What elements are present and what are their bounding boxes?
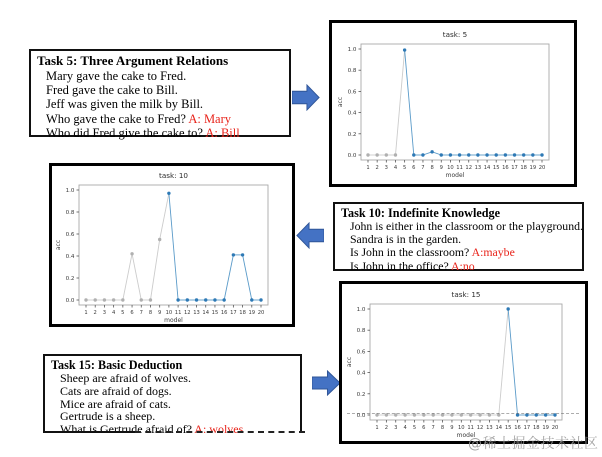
- svg-text:18: 18: [239, 310, 246, 316]
- svg-text:4: 4: [393, 165, 398, 171]
- svg-text:0.4: 0.4: [65, 254, 75, 260]
- task5-lines: [37, 69, 285, 140]
- svg-text:0.6: 0.6: [65, 232, 75, 238]
- task-sentence: John is either in the classroom or the playground.: [350, 219, 583, 233]
- svg-text:1: 1: [375, 425, 379, 431]
- svg-text:5: 5: [402, 165, 407, 171]
- svg-text:5: 5: [412, 425, 417, 431]
- svg-text:10: 10: [447, 165, 454, 171]
- task10-chart-panel: [49, 163, 295, 327]
- svg-text:12: 12: [465, 165, 473, 171]
- task-sentence: Is John in the classroom? A:maybe: [350, 245, 515, 260]
- svg-text:0.4: 0.4: [347, 110, 357, 117]
- svg-text:2: 2: [375, 165, 379, 171]
- svg-text:19: 19: [248, 310, 256, 316]
- svg-text:8: 8: [148, 310, 153, 316]
- svg-text:3: 3: [102, 310, 107, 316]
- svg-text:18: 18: [520, 165, 527, 171]
- task-sentence: What is Gertrude afraid of? A: wolves: [60, 422, 244, 437]
- task15-chart-panel: [339, 281, 588, 444]
- svg-text:17: 17: [523, 425, 531, 431]
- svg-text:19: 19: [542, 425, 549, 431]
- svg-text:model: model: [164, 317, 183, 324]
- svg-text:6: 6: [130, 310, 134, 316]
- svg-text:6: 6: [422, 425, 426, 431]
- task10-title: Task 10: Indefinite Knowledge: [341, 206, 501, 220]
- svg-text:task: 10: task: 10: [159, 171, 188, 180]
- svg-text:1.0: 1.0: [347, 47, 357, 53]
- svg-text:acc: acc: [55, 239, 62, 251]
- svg-text:15: 15: [211, 310, 219, 316]
- svg-text:0.0: 0.0: [347, 153, 357, 159]
- svg-text:9: 9: [158, 310, 162, 316]
- task10-text-box: [333, 202, 584, 271]
- svg-text:0.0: 0.0: [65, 298, 75, 304]
- task15-box-bottom-border: [43, 431, 135, 433]
- svg-text:16: 16: [502, 165, 509, 171]
- svg-text:2: 2: [93, 310, 97, 316]
- svg-text:0.2: 0.2: [347, 131, 357, 138]
- dashed-selection-line: [135, 431, 305, 433]
- task-sentence: Fred gave the cake to Bill.: [46, 83, 178, 98]
- svg-text:20: 20: [257, 310, 265, 316]
- arrow-left-icon: [296, 222, 324, 249]
- svg-text:12: 12: [184, 310, 191, 316]
- svg-text:9: 9: [439, 165, 443, 171]
- svg-text:1: 1: [366, 165, 370, 171]
- svg-text:0.0: 0.0: [356, 413, 366, 419]
- svg-text:0.2: 0.2: [356, 391, 366, 398]
- task-sentence: Cats are afraid of dogs.: [60, 383, 172, 398]
- svg-text:acc: acc: [337, 96, 344, 108]
- dashed-artifact-line: [347, 413, 579, 414]
- task-sentence: Is John in the office? A:no: [350, 258, 475, 273]
- svg-text:5: 5: [121, 310, 125, 316]
- task5-chart-panel: [329, 20, 577, 187]
- svg-text:12: 12: [476, 425, 484, 431]
- task15-accuracy-chart: [342, 284, 585, 441]
- task15-lines: [51, 372, 296, 436]
- svg-text:7: 7: [421, 165, 425, 171]
- svg-text:0.8: 0.8: [347, 68, 357, 75]
- svg-text:17: 17: [230, 310, 237, 316]
- watermark-text: @稀土掘金技术社区: [468, 436, 599, 452]
- svg-text:13: 13: [193, 310, 200, 316]
- svg-text:task: 15: task: 15: [451, 290, 481, 299]
- task-sentence: Mary gave the cake to Fred.: [46, 69, 187, 83]
- svg-text:4: 4: [111, 310, 116, 316]
- svg-text:10: 10: [165, 310, 173, 316]
- svg-text:task: 5: task: 5: [442, 30, 468, 39]
- svg-text:0.6: 0.6: [347, 89, 357, 96]
- answer-text: A: wolves: [194, 422, 244, 437]
- svg-text:model: model: [456, 432, 476, 439]
- svg-text:7: 7: [139, 310, 143, 316]
- task-sentence: Who did Fred give the cake to? A: Bill: [46, 125, 240, 140]
- task10-accuracy-chart: [52, 166, 292, 324]
- task-sentence: Sandra is in the garden.: [350, 232, 462, 247]
- svg-text:14: 14: [483, 165, 491, 171]
- answer-text: A:no: [451, 258, 475, 273]
- answer-text: A: Bill: [205, 125, 240, 140]
- task5-title: Task 5: Three Argument Relations: [37, 53, 229, 68]
- svg-text:1.0: 1.0: [356, 307, 366, 313]
- svg-text:2: 2: [384, 425, 389, 431]
- answer-text: A:maybe: [471, 245, 515, 260]
- svg-text:4: 4: [403, 425, 407, 431]
- svg-text:3: 3: [394, 425, 398, 431]
- task15-text-box: [43, 354, 302, 437]
- svg-text:0.8: 0.8: [65, 210, 75, 216]
- task-sentence: Who gave the cake to Fred? A: Mary: [46, 111, 232, 126]
- task5-accuracy-chart: [332, 23, 574, 184]
- svg-text:17: 17: [511, 165, 518, 171]
- svg-text:16: 16: [514, 425, 521, 431]
- svg-text:15: 15: [504, 425, 512, 431]
- svg-text:1: 1: [84, 310, 88, 316]
- svg-text:18: 18: [532, 425, 540, 431]
- svg-text:11: 11: [174, 310, 182, 316]
- svg-text:19: 19: [529, 165, 537, 171]
- svg-text:15: 15: [492, 165, 500, 171]
- svg-text:9: 9: [450, 425, 454, 431]
- svg-text:1.0: 1.0: [65, 188, 75, 194]
- svg-text:0.6: 0.6: [356, 349, 366, 356]
- svg-text:10: 10: [458, 425, 465, 431]
- svg-text:8: 8: [440, 425, 445, 431]
- svg-text:20: 20: [551, 425, 559, 431]
- task15-title: Task 15: Basic Deduction: [51, 358, 183, 372]
- svg-text:7: 7: [431, 425, 435, 431]
- svg-text:0.4: 0.4: [356, 370, 366, 377]
- svg-text:0.2: 0.2: [65, 276, 75, 282]
- task5-text-box: [29, 49, 291, 140]
- svg-text:11: 11: [456, 165, 463, 171]
- svg-text:11: 11: [467, 425, 474, 431]
- answer-text: A: Mary: [188, 111, 232, 126]
- task-sentence: Jeff was given the milk by Bill.: [46, 97, 204, 112]
- svg-text:16: 16: [220, 310, 228, 316]
- svg-text:3: 3: [384, 165, 388, 171]
- svg-text:14: 14: [202, 310, 210, 316]
- task10-lines: [341, 219, 583, 273]
- svg-text:13: 13: [474, 165, 482, 171]
- svg-text:0.8: 0.8: [356, 328, 366, 335]
- svg-text:14: 14: [495, 425, 503, 431]
- svg-text:acc: acc: [346, 356, 353, 368]
- task-sentence: Gertrude is a sheep.: [60, 409, 156, 424]
- svg-text:8: 8: [430, 165, 434, 171]
- svg-text:13: 13: [486, 425, 493, 431]
- svg-text:model: model: [445, 172, 465, 179]
- task-sentence: Mice are afraid of cats.: [60, 396, 171, 411]
- svg-text:6: 6: [412, 165, 416, 171]
- arrow-right-icon: [292, 84, 320, 111]
- task-sentence: Sheep are afraid of wolves.: [60, 371, 191, 385]
- arrow-right-icon: [312, 370, 341, 396]
- svg-text:20: 20: [538, 165, 546, 171]
